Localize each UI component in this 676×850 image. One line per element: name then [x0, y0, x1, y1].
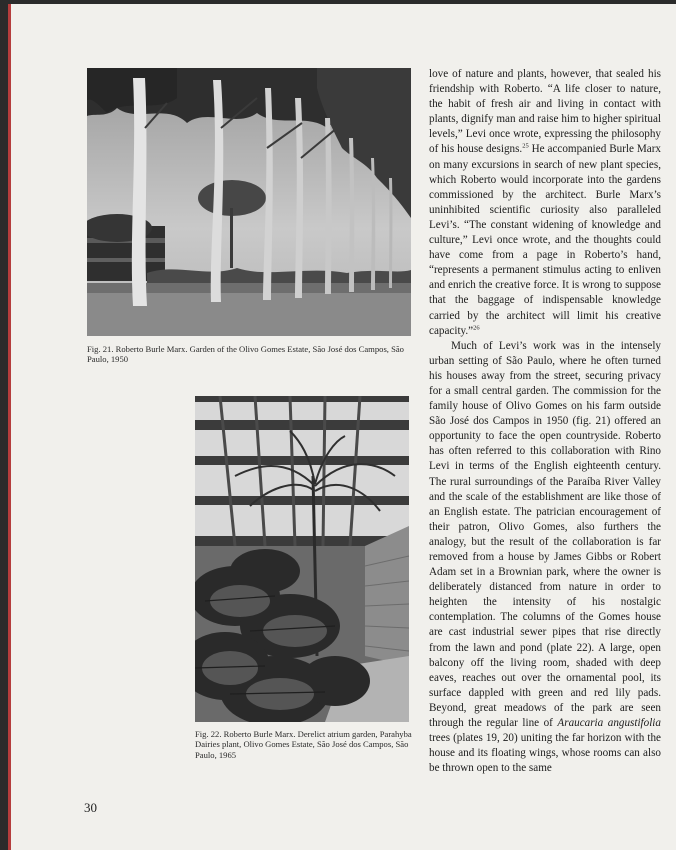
- page-edge-accent: [8, 4, 11, 850]
- figure-21-caption: Fig. 21. Roberto Burle Marx. Garden of the Olivo Gomes Estate, São José dos Campos, São Paulo, 1950: [87, 344, 404, 365]
- figure-21-photo: [87, 68, 411, 336]
- paragraph-2: [429, 339, 661, 777]
- figure-22-caption: Fig. 22. Roberto Burle Marx. Derelict atrium garden, Parahyba Dairies plant, Olivo Gomes Estate, São José dos Campos, São Paulo, 1965: [195, 729, 412, 760]
- paragraph-1-text-a: love of nature and plants, however, that sealed his friendship with Roberto. “A life closer to nature, the habit of fresh air and living in contact with plants, dignify man and raise him to higher spiritual levels,” Levi once wrote, expressing the philosophy of his house designs.: [429, 68, 661, 156]
- garden-trees-image: [87, 68, 411, 336]
- paragraph-1-text-b: He accompanied Burle Marx on many excursions in search of new plant species, which Roberto would incorporate into the gardens commissioned by the architect. Burle Marx’s uninhibited scientific curiosity also paralleled Levi’s. “The constant widening of knowledge and culture,” Levi once wrote, and the thoughts could have come from a page in Roberto’s hand, “represents a permanent stimulus acting to enliven and enrich the creative force. It is wrong to suppose that the baggage of indispensable knowledge carried by the architect will limit his creative capacity.”: [429, 143, 661, 337]
- paragraph-1: [429, 67, 661, 339]
- species-name: Araucaria angustifolia: [557, 717, 661, 730]
- body-text-column: [429, 67, 661, 776]
- figure-22-photo: [195, 396, 409, 722]
- paragraph-2-text-a: Much of Levi’s work was in the intensely urban setting of São Paulo, where he often turned his houses away from the street, securing privacy for a small central garden. The commission for the family house of Olivo Gomes on his farm outside São José dos Campos in 1950 (fig. 21) offered an opportunity to face the open countryside. Roberto has often referred to this collaboration with Rino Levi in terms of the English eighteenth century. The rural surroundings of the Paraíba River Valley and the scale of the establishment are like those of an English estate. The patrician encouragement of their patron, Olivo Gomes, also furthers the analogy, but the result of the collaboration is far removed from a house by James Gibbs or Robert Adam set in a Brownian park, where the owner is deliberately distanced from nature in order to heighten the intensity of his nostalgic contemplation. The columns of the Gomes house are cast industrial sewer pipes that rise directly from the lawn and pond (plate 22). A large, open balcony off the living room, shaded with deep eaves, reaches out over the ornamental pool, its surface dappled with green and red lily pads. Beyond, great meadows of the park are seen through the regular line of: [429, 339, 661, 730]
- paragraph-2-text-b: trees (plates 19, 20) uniting the far horizon with the house and its floating wings, whose rooms can also be thrown open to the same: [429, 732, 661, 775]
- page-number: 30: [84, 800, 97, 815]
- footnote-ref-26[interactable]: 26: [473, 323, 480, 331]
- atrium-garden-image: [195, 396, 409, 722]
- book-page: [8, 4, 676, 850]
- footnote-ref-25[interactable]: 25: [522, 142, 529, 150]
